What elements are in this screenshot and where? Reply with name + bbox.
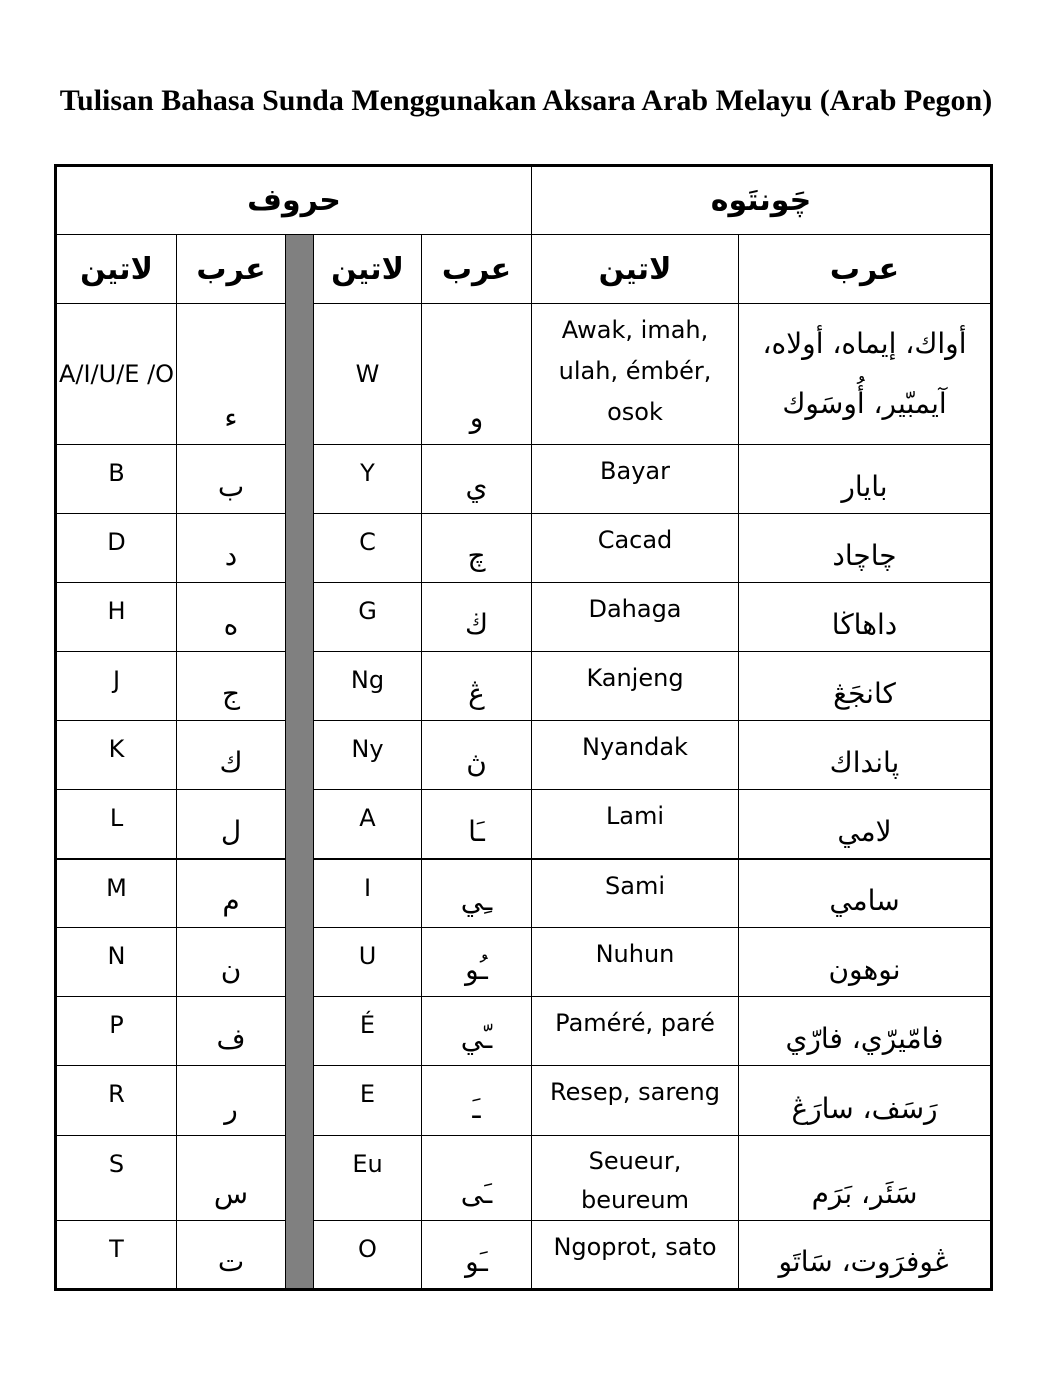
latin-letter: B xyxy=(56,445,177,514)
table-row xyxy=(56,1221,992,1290)
example-latin: Paméré, paré xyxy=(532,997,739,1066)
arab-letter: ر xyxy=(177,1066,286,1136)
gray-divider xyxy=(286,235,314,1290)
example-arab: سَئَر، بَرَم xyxy=(739,1136,992,1221)
latin-letter-2: Ng xyxy=(314,652,422,721)
table-row xyxy=(56,1066,992,1136)
arab-letter-2: ـَى xyxy=(422,1136,532,1221)
table-row xyxy=(56,1136,992,1221)
table-row xyxy=(56,997,992,1066)
latin-letter-2: U xyxy=(314,928,422,997)
arab-letter: ج xyxy=(177,652,286,721)
latin-letter-2: Y xyxy=(314,445,422,514)
header-conto: چَونتَوه xyxy=(532,166,992,235)
arab-letter: ء xyxy=(177,304,286,445)
arab-letter-2: و xyxy=(422,304,532,445)
arab-letter: ه xyxy=(177,583,286,652)
example-latin: Kanjeng xyxy=(532,652,739,721)
subheader-arab-3: عرب xyxy=(739,235,992,304)
subheader-latin-1: لاتين xyxy=(56,235,177,304)
subheader-latin-3: لاتين xyxy=(532,235,739,304)
example-latin: Bayar xyxy=(532,445,739,514)
example-arab: رَسَف، سارَڠ xyxy=(739,1066,992,1136)
arab-letter: ن xyxy=(177,928,286,997)
arab-letter-2: ـَ xyxy=(422,1066,532,1136)
latin-letter-2: O xyxy=(314,1221,422,1290)
latin-letter: S xyxy=(56,1136,177,1221)
table-row xyxy=(56,652,992,721)
table-row xyxy=(56,514,992,583)
latin-letter: J xyxy=(56,652,177,721)
example-arab: فامّيرّي، فارّي xyxy=(739,997,992,1066)
arab-letter: ب xyxy=(177,445,286,514)
arab-letter-2: ـُو xyxy=(422,928,532,997)
subheader-arab-2: عرب xyxy=(422,235,532,304)
arab-letter-2: ي xyxy=(422,445,532,514)
example-arab: سامي xyxy=(739,859,992,928)
latin-letter-2: Ny xyxy=(314,721,422,790)
table-row xyxy=(56,304,992,445)
page-title: Tulisan Bahasa Sunda Menggunakan Aksara Arab Melayu (Arab Pegon) xyxy=(59,84,993,117)
table-row xyxy=(56,583,992,652)
arab-letter: ك xyxy=(177,721,286,790)
latin-letter-2: E xyxy=(314,1066,422,1136)
arab-letter: ت xyxy=(177,1221,286,1290)
latin-letter: D xyxy=(56,514,177,583)
pegon-table xyxy=(54,164,993,1291)
latin-letter: K xyxy=(56,721,177,790)
arab-letter-2: ڬ xyxy=(422,583,532,652)
latin-letter: M xyxy=(56,859,177,928)
latin-letter-2: I xyxy=(314,859,422,928)
arab-letter-2: چ xyxy=(422,514,532,583)
latin-letter: T xyxy=(56,1221,177,1290)
table-header-row xyxy=(56,166,992,235)
header-huruf: حروف xyxy=(56,166,532,235)
latin-letter-2: A xyxy=(314,790,422,859)
example-latin: Nyandak xyxy=(532,721,739,790)
latin-letter: R xyxy=(56,1066,177,1136)
example-latin: Ngoprot, sato xyxy=(532,1221,739,1290)
table-row xyxy=(56,859,992,928)
arab-letter: ل xyxy=(177,790,286,859)
subheader-arab-1: عرب xyxy=(177,235,286,304)
example-arab: ڽانداك xyxy=(739,721,992,790)
example-latin: Dahaga xyxy=(532,583,739,652)
example-arab: أواك، إيماه، أولاه، آيمبّير، أُوسَوك xyxy=(739,304,992,445)
table-row xyxy=(56,721,992,790)
example-latin: Sami xyxy=(532,859,739,928)
table-row xyxy=(56,928,992,997)
arab-letter-2: ـّي xyxy=(422,997,532,1066)
arab-letter-2: ڽ xyxy=(422,721,532,790)
example-latin: Cacad xyxy=(532,514,739,583)
example-arab: بايار xyxy=(739,445,992,514)
example-latin: Nuhun xyxy=(532,928,739,997)
latin-letter: A/I/U/E /O xyxy=(56,304,177,445)
latin-letter: L xyxy=(56,790,177,859)
arab-letter: س xyxy=(177,1136,286,1221)
latin-letter-2: É xyxy=(314,997,422,1066)
arab-letter-2: ڠ xyxy=(422,652,532,721)
table-subheader-row xyxy=(56,235,992,304)
latin-letter-2: G xyxy=(314,583,422,652)
example-arab: چاچاد xyxy=(739,514,992,583)
example-latin: Seueur, beureum xyxy=(532,1136,739,1221)
subheader-latin-2: لاتين xyxy=(314,235,422,304)
example-latin: Lami xyxy=(532,790,739,859)
example-arab: كانجَڠ xyxy=(739,652,992,721)
example-arab: لامي xyxy=(739,790,992,859)
arab-letter-2: ـَو xyxy=(422,1221,532,1290)
latin-letter-2: Eu xyxy=(314,1136,422,1221)
latin-letter: N xyxy=(56,928,177,997)
example-arab: داهاڬا xyxy=(739,583,992,652)
table-row xyxy=(56,790,992,859)
latin-letter-2: W xyxy=(314,304,422,445)
latin-letter: P xyxy=(56,997,177,1066)
example-arab: نوهون xyxy=(739,928,992,997)
arab-letter-2: ـِي xyxy=(422,859,532,928)
example-latin: Resep, sareng xyxy=(532,1066,739,1136)
arab-letter: م xyxy=(177,859,286,928)
arab-letter: د xyxy=(177,514,286,583)
example-latin: Awak, imah, ulah, émbér, osok xyxy=(532,304,739,445)
latin-letter-2: C xyxy=(314,514,422,583)
latin-letter: H xyxy=(56,583,177,652)
arab-letter: ف xyxy=(177,997,286,1066)
arab-letter-2: ـَا xyxy=(422,790,532,859)
table-row xyxy=(56,445,992,514)
example-arab: ڠوفرَوت، سَاتَو xyxy=(739,1221,992,1290)
